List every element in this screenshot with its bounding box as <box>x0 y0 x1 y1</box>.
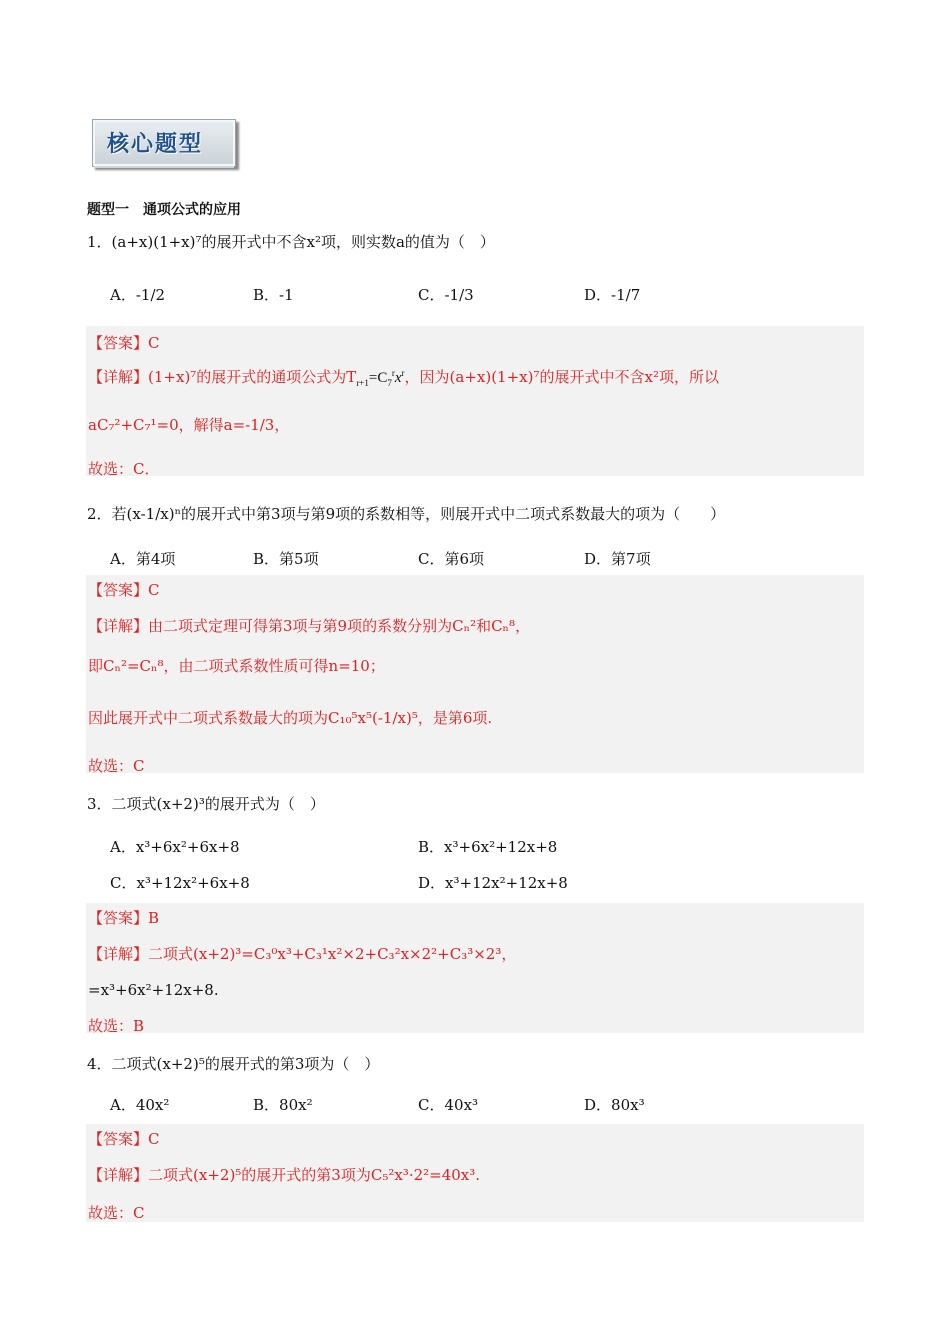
q3-answer-tag: 【答案】 <box>88 909 149 927</box>
q2-stem: 2．若(x-1/x)ⁿ的展开式中第3项与第9项的系数相等，则展开式中二项式系数最大的项为（ ） <box>87 505 726 523</box>
q2-detail-tag: 【详解】 <box>88 617 149 635</box>
q1-answer-line <box>88 332 160 353</box>
badge-title: 核心题型 <box>107 131 204 157</box>
q3-detail-tag: 【详解】 <box>88 945 149 963</box>
q4-detail-tag: 【详解】 <box>88 1166 149 1184</box>
q1-detail-line-1 <box>88 366 719 388</box>
q2-option-d: D．第7项 <box>584 550 651 568</box>
q1-solution-box <box>86 326 864 476</box>
q3-detail-line-2: =x³+6x²+12x+8. <box>88 981 219 999</box>
q3-option-b: B．x³+6x²+12x+8 <box>418 838 558 856</box>
q3-answer-value: B <box>148 909 160 927</box>
core-question-badge <box>92 119 236 167</box>
section-title: 题型一 通项公式的应用 <box>87 202 241 218</box>
q1-stem <box>87 231 495 252</box>
q3-stem: 3．二项式(x+2)³的展开式为（ ） <box>87 795 325 813</box>
q2-option-a: A．第4项 <box>110 550 176 568</box>
q2-answer-value: C <box>148 581 160 599</box>
q1-option-b: B．-1 <box>253 286 294 304</box>
q2-conclusion: 故选：C <box>88 757 145 775</box>
q3-conclusion: 故选：B <box>88 1017 145 1035</box>
q1-option-c: C．-1/3 <box>418 286 474 304</box>
q4-option-d: D．80x³ <box>584 1096 645 1114</box>
q2-option-c: C．第6项 <box>418 550 485 568</box>
q1-stem-text: 1．(a+x)(1+x)⁷的展开式中不含x²项，则实数a的值为（ ） <box>87 233 495 251</box>
q3-detail-text-1: 二项式(x+2)³=C₃⁰x³+C₃¹x²×2+C₃²x×2²+C₃³×2³， <box>148 945 517 963</box>
q1-answer-tag: 【答案】 <box>88 334 149 352</box>
q4-answer-tag: 【答案】 <box>88 1130 149 1148</box>
q3-answer-line <box>88 907 159 928</box>
q4-answer-value: C <box>148 1130 160 1148</box>
q1-detail-text-1a: (1+x)⁷的展开式的通项公式为T <box>148 368 357 386</box>
q2-option-b: B．第5项 <box>253 550 319 568</box>
q4-detail-text-1: 二项式(x+2)⁵的展开式的第3项为C₅²x³·2²=40x³. <box>148 1166 481 1184</box>
q3-detail-line-1 <box>88 943 516 964</box>
q1-option-a: A．-1/2 <box>110 286 166 304</box>
q1-general-term: $_{r+1}=C_7^rx^r$ <box>356 368 405 388</box>
q2-detail-text-1: 由二项式定理可得第3项与第9项的系数分别为Cₙ²和Cₙ⁸， <box>148 617 531 635</box>
q4-conclusion: 故选：C <box>88 1204 145 1222</box>
q4-option-a: A．40x² <box>110 1096 170 1114</box>
q3-option-c: C．x³+12x²+6x+8 <box>110 874 250 892</box>
q2-detail-line-2: 即Cₙ²=Cₙ⁸，由二项式系数性质可得n=10； <box>88 657 385 675</box>
q2-solution-box <box>86 575 864 773</box>
q3-option-a: A．x³+6x²+6x+8 <box>110 838 240 856</box>
q3-option-d: D．x³+12x²+12x+8 <box>418 874 568 892</box>
q4-option-b: B．80x² <box>253 1096 313 1114</box>
q4-answer-line <box>88 1128 160 1149</box>
q1-option-d: D．-1/7 <box>584 286 641 304</box>
q1-detail-line-2: aC₇²+C₇¹=0，解得a=-1/3， <box>88 416 290 434</box>
q4-solution-box <box>86 1124 864 1222</box>
q1-conclusion: 故选：C． <box>88 460 160 478</box>
q2-detail-line-1 <box>88 615 530 636</box>
q2-detail-line-3: 因此展开式中二项式系数最大的项为C₁₀⁵x⁵(-1/x)⁵，是第6项. <box>88 709 493 727</box>
badge-divider <box>94 166 234 168</box>
q2-answer-tag: 【答案】 <box>88 581 149 599</box>
q1-answer-value: C <box>148 334 160 352</box>
q4-detail-line-1 <box>88 1164 480 1185</box>
q4-stem: 4．二项式(x+2)⁵的展开式的第3项为（ ） <box>87 1055 380 1073</box>
q4-option-c: C．40x³ <box>418 1096 479 1114</box>
q3-solution-box <box>86 903 864 1033</box>
q2-answer-line <box>88 579 160 600</box>
q1-detail-tag: 【详解】 <box>88 368 149 386</box>
q1-detail-text-1b: ，因为(a+x)(1+x)⁷的展开式中不含x²项，所以 <box>404 368 719 386</box>
